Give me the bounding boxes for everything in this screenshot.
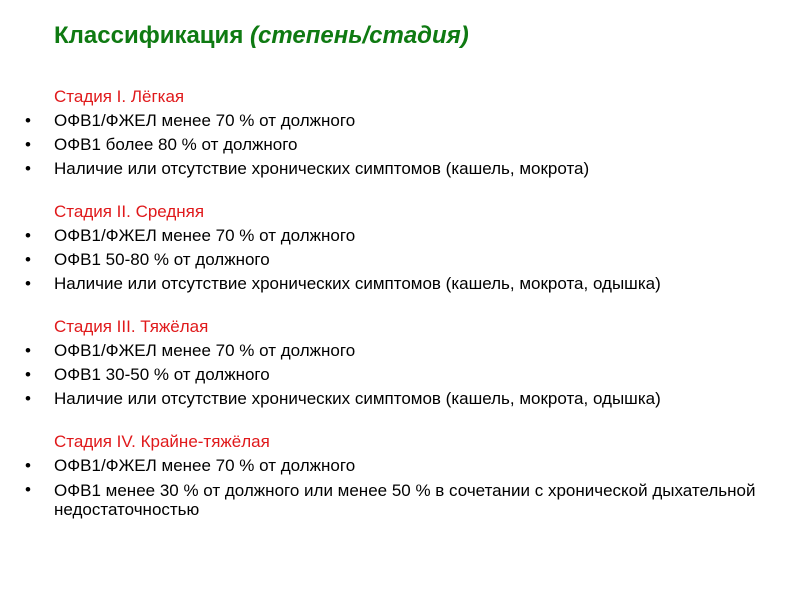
- slide-title: [54, 22, 469, 50]
- list-item-text: Наличие или отсутствие хронических симптомов (кашель, мокрота, одышка): [54, 389, 661, 408]
- list-item: [0, 478, 800, 519]
- bullet-icon: •: [25, 341, 31, 360]
- stage-4: [0, 430, 800, 519]
- stage-heading: Стадия IV. Крайне-тяжёлая: [54, 432, 270, 451]
- title-text: Классификация: [54, 22, 244, 49]
- stage-heading: Стадия III. Тяжёлая: [54, 317, 209, 336]
- list-item: [0, 454, 800, 478]
- stage-list: [0, 85, 800, 538]
- stage-heading: Стадия II. Средняя: [54, 202, 205, 221]
- stage-criteria-list: [0, 339, 800, 411]
- list-item-text: ОФВ1 более 80 % от должного: [54, 135, 298, 154]
- bullet-icon: •: [25, 365, 31, 384]
- stage-2: [0, 200, 800, 296]
- stage-criteria-list: [0, 454, 800, 519]
- list-item-text: ОФВ1 менее 30 % от должного или менее 50 % в сочетании с хронической дыхательной недостаточностью: [54, 481, 756, 519]
- list-item: [0, 339, 800, 363]
- stage-heading: Стадия I. Лёгкая: [54, 87, 185, 106]
- list-item: [0, 272, 800, 296]
- stage-criteria-list: [0, 224, 800, 296]
- stage-1: [0, 85, 800, 181]
- list-item: [0, 157, 800, 181]
- bullet-icon: •: [25, 274, 31, 293]
- list-item: [0, 387, 800, 411]
- bullet-icon: •: [25, 111, 31, 130]
- bullet-icon: •: [25, 159, 31, 178]
- bullet-icon: •: [25, 456, 31, 475]
- list-item: [0, 248, 800, 272]
- list-item-text: ОФВ1/ФЖЕЛ менее 70 % от должного: [54, 226, 356, 245]
- list-item-text: ОФВ1/ФЖЕЛ менее 70 % от должного: [54, 341, 356, 360]
- list-item-text: ОФВ1 50-80 % от должного: [54, 250, 270, 269]
- bullet-icon: •: [25, 135, 31, 154]
- list-item: [0, 224, 800, 248]
- list-item-text: ОФВ1 30-50 % от должного: [54, 365, 270, 384]
- stage-criteria-list: [0, 109, 800, 181]
- list-item-text: ОФВ1/ФЖЕЛ менее 70 % от должного: [54, 456, 356, 475]
- list-item-text: Наличие или отсутствие хронических симптомов (кашель, мокрота, одышка): [54, 274, 661, 293]
- stage-3: [0, 315, 800, 411]
- list-item: [0, 133, 800, 157]
- bullet-icon: •: [25, 250, 31, 269]
- list-item-text: Наличие или отсутствие хронических симптомов (кашель, мокрота): [54, 159, 590, 178]
- list-item-text: ОФВ1/ФЖЕЛ менее 70 % от должного: [54, 111, 356, 130]
- bullet-icon: •: [25, 480, 31, 499]
- title-emphasis: (степень/стадия): [250, 22, 469, 49]
- list-item: [0, 363, 800, 387]
- list-item: [0, 109, 800, 133]
- bullet-icon: •: [25, 226, 31, 245]
- bullet-icon: •: [25, 389, 31, 408]
